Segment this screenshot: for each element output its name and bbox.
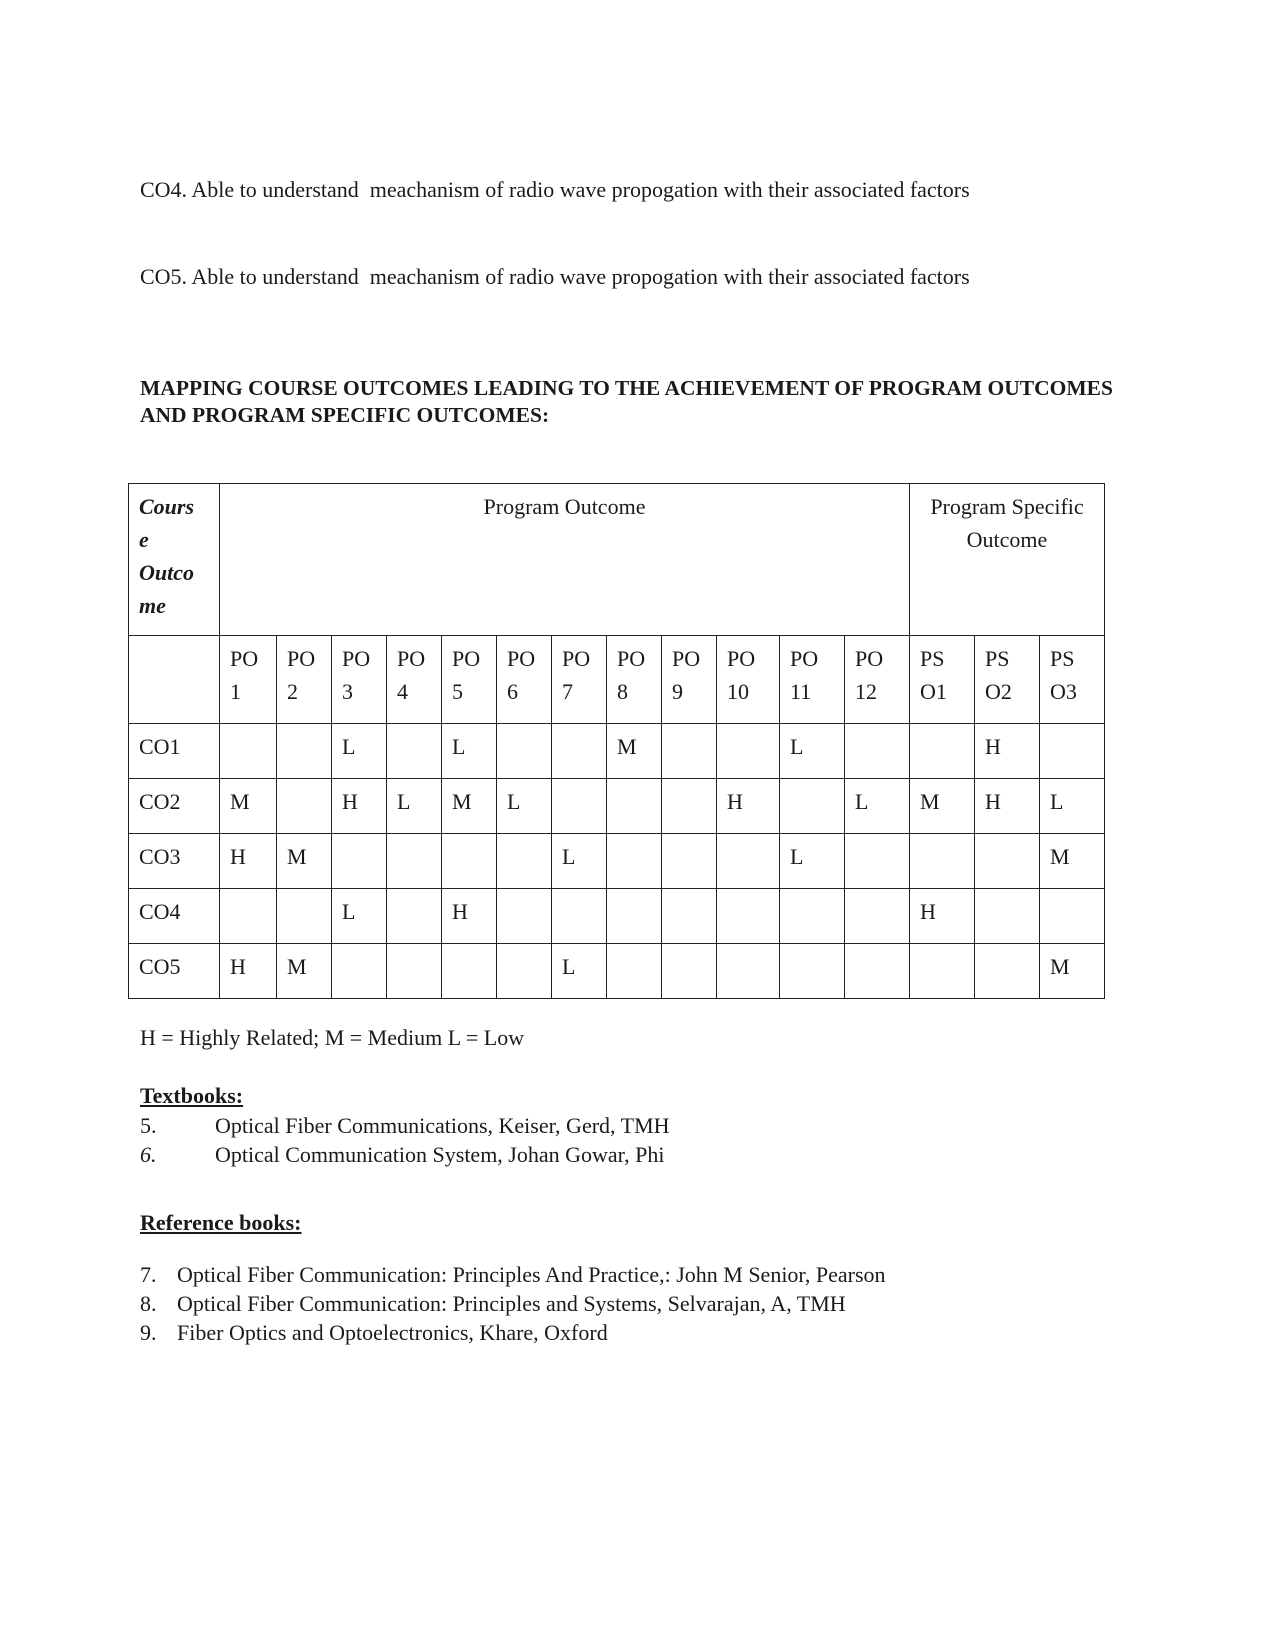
mapping-cell — [332, 834, 387, 889]
column-header-part: PO — [855, 646, 884, 671]
mapping-cell: L — [387, 779, 442, 834]
column-header-part: 6 — [507, 679, 518, 704]
outcome-text: Able to understand meachanism of radio wave propogation with their associated factors — [191, 177, 970, 202]
column-header-cell — [845, 636, 910, 724]
column-header-part: PO — [397, 646, 426, 671]
mapping-cell: L — [780, 724, 845, 779]
column-header-part: PO — [507, 646, 536, 671]
list-item — [140, 1318, 886, 1347]
outcome-text: Able to understand meachanism of radio wave propogation with their associated factors — [191, 264, 970, 289]
mapping-cell — [662, 779, 717, 834]
mapping-cell: H — [717, 779, 780, 834]
column-header-part: 9 — [672, 679, 683, 704]
column-header-cell — [662, 636, 717, 724]
item-text: Optical Fiber Communication: Principles and Systems, Selvarajan, A, TMH — [177, 1291, 846, 1316]
mapping-cell: M — [220, 779, 277, 834]
mapping-cell — [497, 944, 552, 999]
list-item — [140, 1289, 886, 1318]
column-header-cell — [387, 636, 442, 724]
column-header-part: O1 — [920, 679, 947, 704]
item-number: 8. — [140, 1291, 157, 1316]
item-text: Optical Fiber Communication: Principles And Practice,: John M Senior, Pearson — [177, 1262, 886, 1287]
mapping-cell — [975, 889, 1040, 944]
column-header-part: 3 — [342, 679, 353, 704]
mapping-cell — [1040, 889, 1105, 944]
mapping-cell — [607, 889, 662, 944]
mapping-cell — [277, 889, 332, 944]
column-header-part: 5 — [452, 679, 463, 704]
mapping-cell — [607, 944, 662, 999]
column-header-part: 10 — [727, 679, 749, 704]
column-header-part: 7 — [562, 679, 573, 704]
mapping-cell — [662, 834, 717, 889]
item-text: Optical Fiber Communications, Keiser, Gerd, TMH — [215, 1113, 670, 1138]
column-header-cell — [780, 636, 845, 724]
column-header-cell — [552, 636, 607, 724]
mapping-cell: H — [910, 889, 975, 944]
mapping-cell — [910, 834, 975, 889]
mapping-cell — [780, 944, 845, 999]
outcome-co4 — [140, 177, 970, 203]
mapping-cell: L — [332, 889, 387, 944]
column-header-cell — [607, 636, 662, 724]
column-header-cell — [332, 636, 387, 724]
item-number: 6. — [140, 1142, 157, 1167]
column-header-part: PS — [1050, 646, 1075, 671]
mapping-cell: H — [220, 944, 277, 999]
mapping-cell: M — [442, 779, 497, 834]
mapping-cell — [845, 724, 910, 779]
co-header-line: Outco — [139, 560, 194, 585]
mapping-cell — [910, 724, 975, 779]
column-header-cell — [910, 636, 975, 724]
mapping-cell — [717, 889, 780, 944]
mapping-cell — [662, 944, 717, 999]
mapping-cell — [277, 779, 332, 834]
textbooks-title: Textbooks: — [140, 1083, 244, 1108]
co-header-line: Cours — [139, 494, 195, 519]
column-header-cell — [220, 636, 277, 724]
mapping-cell — [442, 944, 497, 999]
mapping-cell — [552, 779, 607, 834]
co-header-line: e — [139, 527, 149, 552]
column-header-part: PO — [342, 646, 371, 671]
column-header-part: O2 — [985, 679, 1012, 704]
mapping-cell — [220, 724, 277, 779]
mapping-cell: H — [442, 889, 497, 944]
column-header-part: PO — [617, 646, 646, 671]
table-row — [129, 889, 1105, 944]
column-header-part: 1 — [230, 679, 241, 704]
column-header-part: PS — [985, 646, 1010, 671]
co-header-line: me — [139, 593, 166, 618]
mapping-cell — [387, 944, 442, 999]
mapping-cell: L — [497, 779, 552, 834]
list-item — [140, 1140, 670, 1169]
item-number: 5. — [140, 1113, 157, 1138]
mapping-cell — [845, 944, 910, 999]
mapping-cell: M — [277, 944, 332, 999]
mapping-cell — [332, 944, 387, 999]
mapping-cell — [497, 889, 552, 944]
empty-corner-cell — [129, 636, 220, 724]
mapping-cell — [717, 834, 780, 889]
table-row — [129, 944, 1105, 999]
column-header-part: PO — [230, 646, 259, 671]
mapping-cell: H — [220, 834, 277, 889]
textbooks-list — [140, 1111, 670, 1169]
table-row — [129, 834, 1105, 889]
legend: H = Highly Related; M = Medium L = Low — [140, 1025, 525, 1050]
mapping-cell — [442, 834, 497, 889]
column-header-row — [129, 636, 1105, 724]
outcome-code: CO4. — [140, 177, 188, 202]
column-header-part: PO — [452, 646, 481, 671]
column-header-part: PO — [790, 646, 819, 671]
mapping-cell — [497, 724, 552, 779]
mapping-cell: M — [277, 834, 332, 889]
references-list — [140, 1260, 886, 1347]
mapping-cell — [780, 889, 845, 944]
column-header-part: PS — [920, 646, 945, 671]
item-text: Optical Communication System, Johan Gowar, Phi — [215, 1142, 665, 1167]
column-header-part: PO — [727, 646, 756, 671]
mapping-cell — [975, 834, 1040, 889]
mapping-cell — [277, 724, 332, 779]
list-item — [140, 1260, 886, 1289]
mapping-cell: H — [975, 724, 1040, 779]
program-specific-header: Program Specific Outcome — [910, 484, 1105, 636]
course-outcome-cell: CO2 — [129, 779, 220, 834]
mapping-cell — [662, 724, 717, 779]
list-item — [140, 1111, 670, 1140]
program-outcome-header: Program Outcome — [220, 484, 910, 636]
mapping-cell — [220, 889, 277, 944]
references-title: Reference books: — [140, 1210, 302, 1235]
mapping-cell: L — [1040, 779, 1105, 834]
mapping-cell: L — [552, 834, 607, 889]
column-header-cell — [717, 636, 780, 724]
mapping-cell: M — [910, 779, 975, 834]
mapping-cell — [387, 834, 442, 889]
mapping-cell: L — [442, 724, 497, 779]
course-outcome-cell: CO1 — [129, 724, 220, 779]
table-row — [129, 779, 1105, 834]
mapping-cell — [717, 724, 780, 779]
outcome-co5 — [140, 264, 970, 290]
mapping-cell: H — [332, 779, 387, 834]
mapping-cell — [910, 944, 975, 999]
column-header-cell — [497, 636, 552, 724]
mapping-cell — [552, 724, 607, 779]
mapping-cell: L — [332, 724, 387, 779]
column-header-part: PO — [562, 646, 591, 671]
mapping-cell — [845, 834, 910, 889]
course-outcome-header — [129, 484, 220, 636]
mapping-cell — [1040, 724, 1105, 779]
mapping-cell — [387, 889, 442, 944]
column-header-part: 2 — [287, 679, 298, 704]
item-text: Fiber Optics and Optoelectronics, Khare, Oxford — [177, 1320, 608, 1345]
item-number: 7. — [140, 1262, 157, 1287]
mapping-cell — [845, 889, 910, 944]
column-header-part: PO — [287, 646, 316, 671]
mapping-cell — [607, 834, 662, 889]
mapping-cell — [662, 889, 717, 944]
column-header-part: 12 — [855, 679, 877, 704]
mapping-cell: L — [780, 834, 845, 889]
column-header-cell — [1040, 636, 1105, 724]
mapping-cell: H — [975, 779, 1040, 834]
column-header-part: PO — [672, 646, 701, 671]
mapping-cell — [717, 944, 780, 999]
mapping-cell — [975, 944, 1040, 999]
mapping-cell — [387, 724, 442, 779]
mapping-cell: M — [607, 724, 662, 779]
mapping-cell: L — [845, 779, 910, 834]
mapping-cell — [607, 779, 662, 834]
column-header-part: O3 — [1050, 679, 1077, 704]
mapping-cell — [497, 834, 552, 889]
mapping-cell — [780, 779, 845, 834]
column-header-part: 11 — [790, 679, 812, 704]
course-outcome-cell: CO3 — [129, 834, 220, 889]
outcome-code: CO5. — [140, 264, 188, 289]
course-outcome-cell: CO5 — [129, 944, 220, 999]
mapping-table — [128, 483, 1105, 999]
column-header-cell — [442, 636, 497, 724]
mapping-cell: M — [1040, 834, 1105, 889]
column-header-cell — [975, 636, 1040, 724]
column-header-part: 4 — [397, 679, 408, 704]
mapping-cell: L — [552, 944, 607, 999]
column-header-cell — [277, 636, 332, 724]
item-number: 9. — [140, 1320, 157, 1345]
mapping-heading: MAPPING COURSE OUTCOMES LEADING TO THE ACHIEVEMENT OF PROGRAM OUTCOMES AND PROGRAM SPECIFIC OUTCOMES: — [140, 376, 1113, 427]
column-header-part: 8 — [617, 679, 628, 704]
course-outcome-cell: CO4 — [129, 889, 220, 944]
mapping-cell — [552, 889, 607, 944]
mapping-cell: M — [1040, 944, 1105, 999]
table-row — [129, 724, 1105, 779]
